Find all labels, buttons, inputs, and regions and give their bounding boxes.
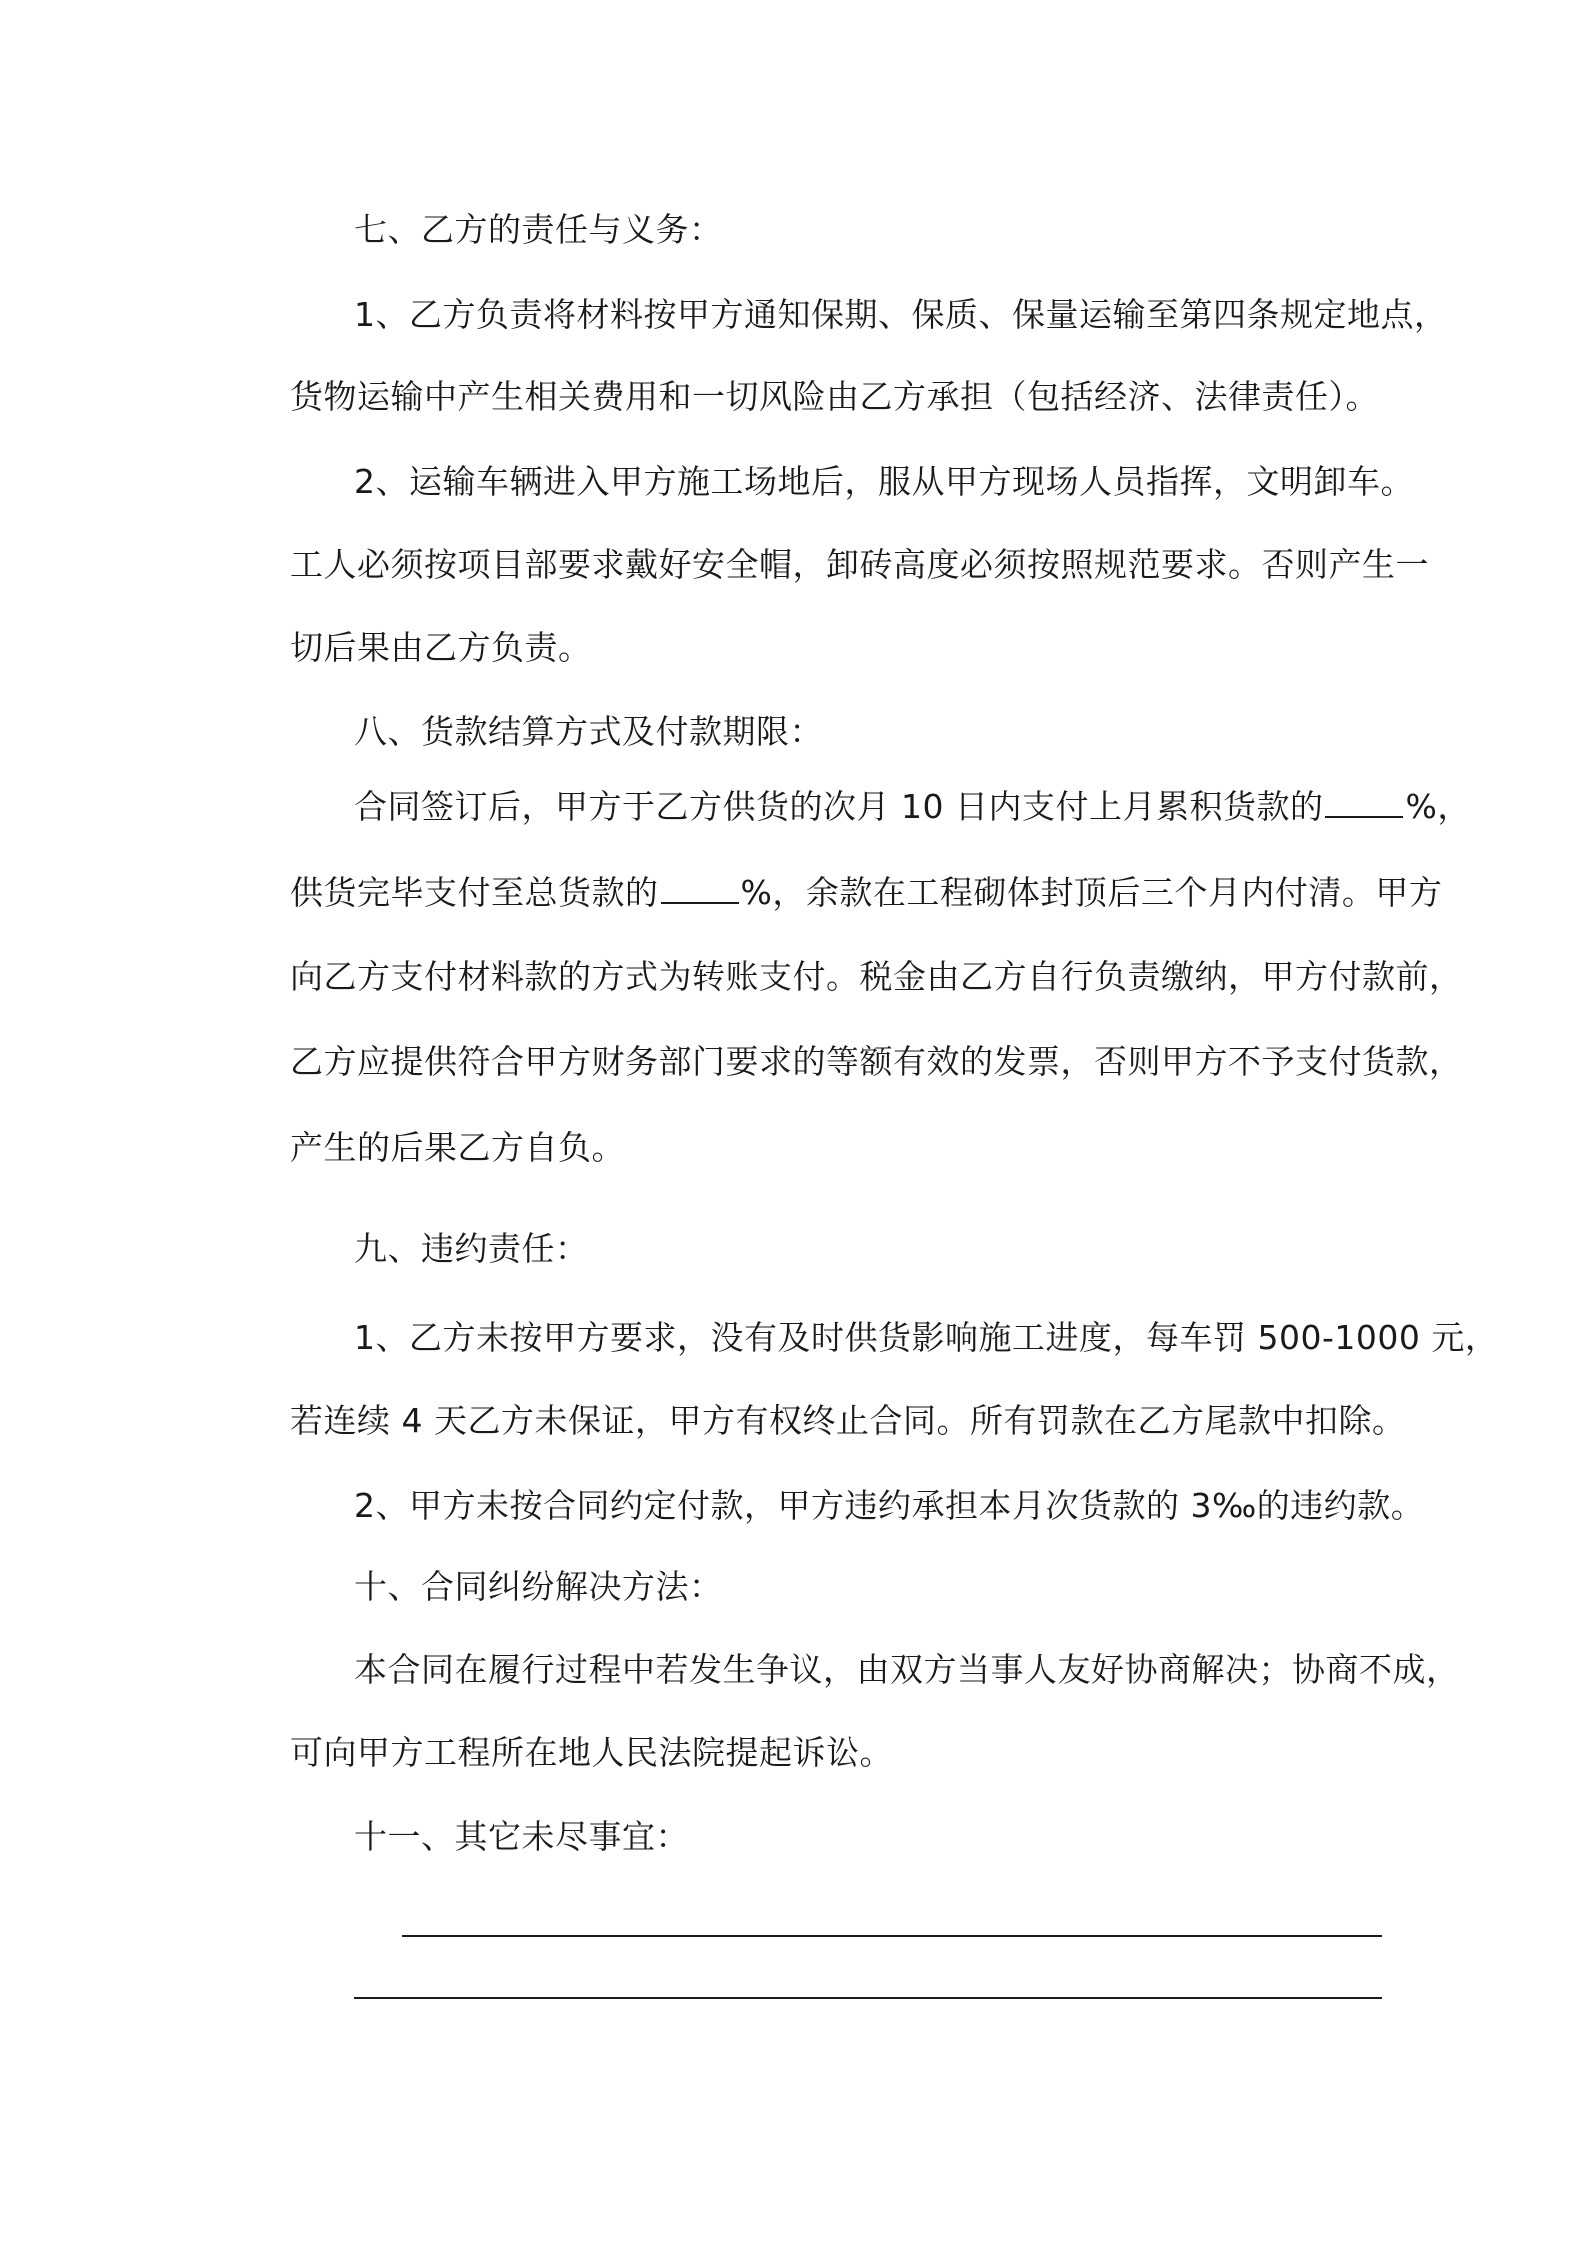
section7-item1-line2: 货物运输中产生相关费用和一切风险由乙方承担（包括经济、法律责任）。 (290, 377, 1379, 416)
other-matters-blank-line-1[interactable] (402, 1935, 1382, 1937)
completion-payment-percent-blank[interactable] (661, 870, 739, 904)
section9-heading: 九、违约责任： (354, 1229, 589, 1268)
first-payment-percent-blank[interactable] (1325, 784, 1403, 818)
section7-item2-line2: 工人必须按项目部要求戴好安全帽，卸砖高度必须按照规范要求。否则产生一 (290, 545, 1429, 584)
section8-line2 (290, 870, 1442, 915)
section11-heading: 十一、其它未尽事宜： (354, 1817, 689, 1856)
section8-line1-suffix: %， (1405, 787, 1471, 826)
section8-line3: 向乙方支付材料款的方式为转账支付。税金由乙方自行负责缴纳，甲方付款前， (290, 957, 1463, 996)
section8-line5: 产生的后果乙方自负。 (290, 1128, 625, 1167)
section8-line2-text: 供货完毕支付至总货款的 (290, 873, 659, 912)
section8-line1-text: 合同签订后，甲方于乙方供货的次月 10 日内支付上月累积货款的 (354, 787, 1324, 826)
section9-item2-line1: 2、甲方未按合同约定付款，甲方违约承担本月次货款的 3‰的违约款。 (354, 1486, 1425, 1525)
section7-item1-line1: 1、乙方负责将材料按甲方通知保期、保质、保量运输至第四条规定地点， (354, 295, 1448, 334)
other-matters-blank-line-2[interactable] (354, 1997, 1382, 1999)
section10-heading: 十、合同纠纷解决方法： (354, 1567, 723, 1606)
section7-item2-line1: 2、运输车辆进入甲方施工场地后，服从甲方现场人员指挥，文明卸车。 (354, 462, 1414, 501)
section10-line2: 可向甲方工程所在地人民法院提起诉讼。 (290, 1733, 893, 1772)
section10-line1: 本合同在履行过程中若发生争议，由双方当事人友好协商解决；协商不成， (354, 1650, 1460, 1689)
section7-item2-line3: 切后果由乙方负责。 (290, 628, 592, 667)
section8-line2-suffix: %，余款在工程砌体封顶后三个月内付清。甲方 (740, 873, 1443, 912)
section8-heading: 八、货款结算方式及付款期限： (354, 712, 823, 751)
section8-line1 (354, 784, 1471, 829)
section7-heading: 七、乙方的责任与义务： (354, 210, 723, 249)
section8-line4: 乙方应提供符合甲方财务部门要求的等额有效的发票，否则甲方不予支付货款， (290, 1042, 1463, 1081)
section9-item1-line2: 若连续 4 天乙方未保证，甲方有权终止合同。所有罚款在乙方尾款中扣除。 (290, 1401, 1406, 1440)
section9-item1-line1: 1、乙方未按甲方要求，没有及时供货影响施工进度，每车罚 500-1000 元， (354, 1318, 1499, 1357)
